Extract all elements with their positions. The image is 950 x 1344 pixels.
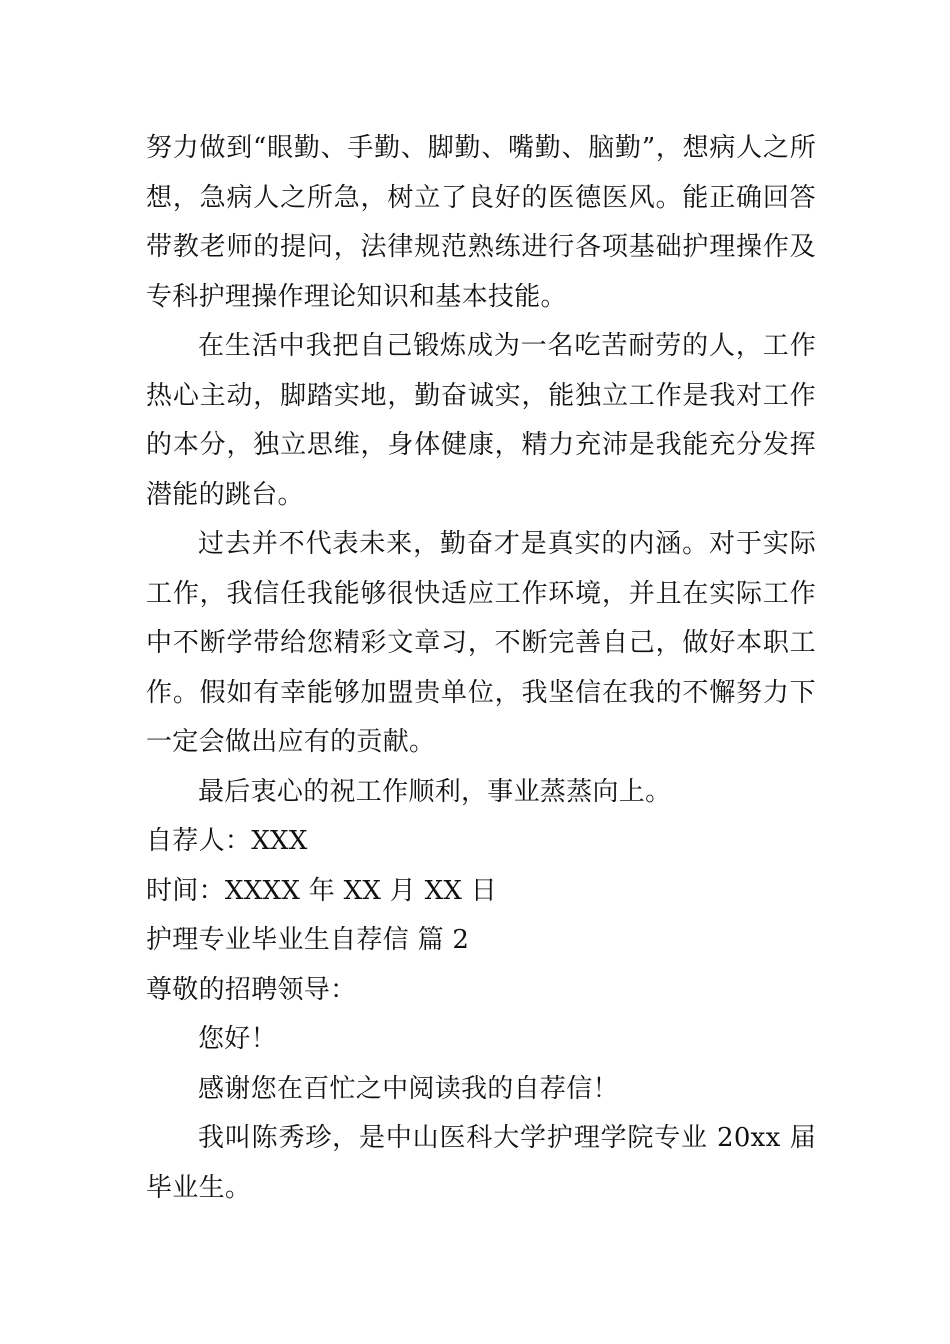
greeting: 您好！ — [198, 1024, 277, 1054]
signature-line: 自荐人：XXX — [146, 826, 308, 856]
section-heading: 护理专业毕业生自荐信 篇 2 — [146, 925, 470, 955]
paragraph-introduction: 我叫陈秀珍，是中山医科大学护理学院专业 20xx 届毕业生。 — [146, 1123, 816, 1203]
document-body — [146, 124, 816, 1213]
paragraph-work-attitude: 努力做到“眼勤、手勤、脚勤、嘴勤、脑勤”，想病人之所想，急病人之所急，树立了良好的医德医风。能正确回答带教老师的提问，法律规范熟练进行各项基础护理操作及专科护理操作理论知识和基本技能。 — [146, 133, 816, 312]
paragraph-life: 在生活中我把自己锻炼成为一名吃苦耐劳的人，工作热心主动，脚踏实地，勤奋诚实，能独立工作是我对工作的本分，独立思维，身体健康，精力充沛是我能充分发挥潜能的跳台。 — [146, 331, 816, 510]
paragraph-thanks: 感谢您在百忙之中阅读我的自荐信！ — [198, 1073, 619, 1104]
paragraph-closing-wish: 最后衷心的祝工作顺利，事业蒸蒸向上。 — [198, 776, 672, 807]
paragraph-future: 过去并不代表未来，勤奋才是真实的内涵。对于实际工作，我信任我能够很快适应工作环境，并且在实际工作中不断学带给您精彩文章习，不断完善自己，做好本职工作。假如有幸能够加盟贵单位，我坚信在我的不懈努力下一定会做出应有的贡献。 — [146, 529, 816, 757]
salutation: 尊敬的招聘领导： — [146, 974, 357, 1005]
date-line: 时间：XXXX 年 XX 月 XX 日 — [146, 875, 498, 906]
